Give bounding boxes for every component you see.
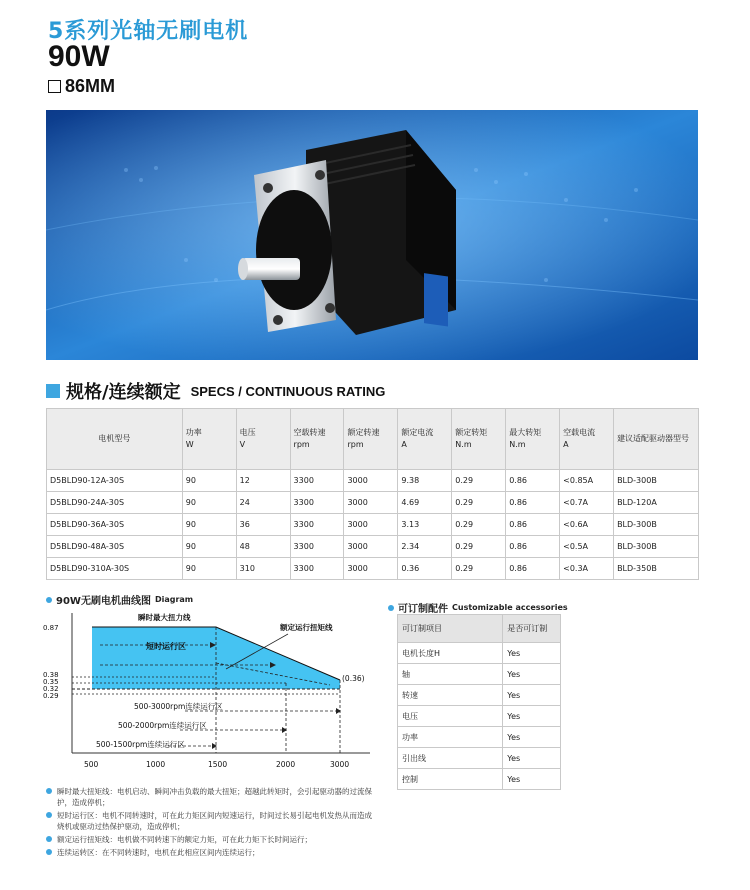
y-tick-label: 0.32 (43, 685, 59, 693)
table-row (47, 470, 699, 492)
table-cell: BLD-300B (614, 470, 699, 492)
table-cell: D5BLD90-12A-30S (47, 470, 183, 492)
table-cell: 3000 (344, 470, 398, 492)
zone-1500-label: 500-1500rpm连续运行区 (96, 740, 185, 749)
specs-title-en: SPECS / CONTINUOUS RATING (190, 383, 386, 399)
table-cell: <0.6A (560, 514, 614, 536)
table-cell: BLD-120A (614, 492, 699, 514)
table-cell: 9.38 (398, 470, 452, 492)
table-cell: Yes (503, 748, 561, 769)
table-cell: Yes (503, 706, 561, 727)
specs-title-cn: 规格/连续额定 (66, 382, 181, 403)
col-header: 额定电流 A (398, 409, 452, 470)
accessories-table (397, 614, 561, 790)
note-item (46, 786, 376, 808)
table-cell: 0.29 (452, 470, 506, 492)
table-row (47, 514, 699, 536)
specs-heading (46, 378, 385, 404)
table-cell: 0.86 (506, 470, 560, 492)
y-tick-label: 0.29 (43, 692, 59, 700)
table-cell: D5BLD90-48A-30S (47, 536, 183, 558)
table-cell: <0.3A (560, 558, 614, 580)
product-series-title: 5系列光轴无刷电机 (48, 19, 249, 44)
bullet-icon (46, 597, 52, 603)
accessories-header-row (398, 615, 561, 643)
table-row (398, 769, 561, 790)
table-row (47, 558, 699, 580)
table-cell: 3000 (344, 492, 398, 514)
table-cell: BLD-350B (614, 558, 699, 580)
table-cell: 90 (182, 514, 236, 536)
col-header: 建议适配驱动器型号 (614, 409, 699, 470)
table-cell: 电机长度H (398, 643, 503, 664)
table-cell: 3300 (290, 558, 344, 580)
table-cell: 0.29 (452, 536, 506, 558)
note-text: 额定运行扭矩线：电机做不同转速下的额定力矩，可在此力矩下长时间运行； (57, 835, 312, 844)
section-marker-icon (46, 384, 60, 398)
brushless-motor-photo (46, 110, 698, 360)
table-cell: 引出线 (398, 748, 503, 769)
diagram-title-cn: 90W无刷电机曲线图 (56, 596, 151, 607)
x-tick-label: 500 (84, 760, 99, 769)
table-cell: 90 (182, 536, 236, 558)
table-cell: 3300 (290, 536, 344, 558)
table-cell: Yes (503, 643, 561, 664)
note-item (46, 834, 376, 845)
table-cell: 3300 (290, 514, 344, 536)
table-cell: 12 (236, 470, 290, 492)
table-cell: 3000 (344, 536, 398, 558)
short-zone-label: 短时运行区 (146, 642, 186, 651)
table-cell: 电压 (398, 706, 503, 727)
table-cell: 90 (182, 492, 236, 514)
table-cell: 0.86 (506, 536, 560, 558)
note-text: 瞬时最大扭矩线：电机启动、瞬间冲击负载的最大扭矩；超越此转矩时，会引起驱动器的过流保护，造成停机； (57, 787, 372, 807)
table-cell: 48 (236, 536, 290, 558)
table-cell: Yes (503, 727, 561, 748)
bullet-icon (46, 849, 52, 855)
end-value-label: (0.36) (342, 674, 365, 683)
y-tick-label: 0.38 (43, 671, 59, 679)
table-cell: Yes (503, 769, 561, 790)
table-row (398, 706, 561, 727)
zone-3000-label: 500-3000rpm连续运行区 (134, 702, 223, 711)
table-row (398, 643, 561, 664)
zone-2000-label: 500-2000rpm连续运行区 (118, 721, 207, 730)
table-cell: 90 (182, 470, 236, 492)
col-header: 最大转矩 N.m (506, 409, 560, 470)
frame-size-label: 86MM (65, 76, 116, 96)
product-banner (46, 110, 698, 360)
table-cell: 0.29 (452, 492, 506, 514)
specs-table (46, 408, 699, 580)
bullet-icon (46, 812, 52, 818)
table-cell: 0.29 (452, 558, 506, 580)
note-text: 短时运行区：电机不同转速时，可在此力矩区间内短速运行，时间过长易引起电机发热从而造成烧机或驱动过热保护驱动，造成停机； (57, 811, 372, 831)
table-cell: 3300 (290, 470, 344, 492)
arrow-head-icon (336, 708, 341, 714)
torque-speed-diagram (40, 605, 380, 780)
accessories-title-cn: 可订制配件 (398, 604, 448, 615)
specs-header-row (47, 409, 699, 470)
table-cell: D5BLD90-310A-30S (47, 558, 183, 580)
col-header: 可订制项目 (398, 615, 503, 643)
rated-torque-label: 额定运行扭矩线 (280, 623, 333, 632)
col-header: 额定转速 rpm (344, 409, 398, 470)
table-cell: <0.85A (560, 470, 614, 492)
arrow-head-icon (282, 727, 287, 733)
table-cell: 0.86 (506, 558, 560, 580)
col-header: 空载电流 A (560, 409, 614, 470)
table-cell: 0.29 (452, 514, 506, 536)
table-cell: 功率 (398, 727, 503, 748)
accessories-title-en: Customizable accessories (452, 603, 568, 612)
table-cell: BLD-300B (614, 536, 699, 558)
table-cell: 轴 (398, 664, 503, 685)
square-icon (48, 80, 61, 93)
col-header: 空载转速 rpm (290, 409, 344, 470)
table-row (47, 536, 699, 558)
bullet-icon (46, 836, 52, 842)
table-cell: <0.5A (560, 536, 614, 558)
table-row (398, 664, 561, 685)
table-cell: 3000 (344, 514, 398, 536)
col-header: 功率 W (182, 409, 236, 470)
table-cell: 转速 (398, 685, 503, 706)
note-item (46, 847, 376, 858)
x-tick-label: 1000 (146, 760, 166, 769)
x-tick-label: 2000 (276, 760, 296, 769)
table-row (398, 748, 561, 769)
col-header: 是否可订制 (503, 615, 561, 643)
table-cell: 24 (236, 492, 290, 514)
table-cell: 0.86 (506, 514, 560, 536)
table-cell: 90 (182, 558, 236, 580)
table-cell: Yes (503, 664, 561, 685)
table-cell: 3.13 (398, 514, 452, 536)
table-cell: D5BLD90-36A-30S (47, 514, 183, 536)
table-row (398, 727, 561, 748)
diagram-title-en: Diagram (154, 595, 194, 604)
frame-size (48, 76, 115, 97)
product-power: 90W (48, 40, 110, 73)
table-cell: 控制 (398, 769, 503, 790)
table-cell: 36 (236, 514, 290, 536)
max-torque-label: 瞬时最大扭力线 (138, 613, 191, 622)
table-cell: D5BLD90-24A-30S (47, 492, 183, 514)
table-cell: 0.86 (506, 492, 560, 514)
table-cell: 2.34 (398, 536, 452, 558)
table-cell: BLD-300B (614, 514, 699, 536)
table-row (47, 492, 699, 514)
table-cell: <0.7A (560, 492, 614, 514)
col-header: 额定转矩 N.m (452, 409, 506, 470)
bullet-icon (46, 788, 52, 794)
table-cell: 3300 (290, 492, 344, 514)
table-cell: 310 (236, 558, 290, 580)
col-header: 电机型号 (47, 409, 183, 470)
diagram-notes (46, 786, 376, 860)
y-tick-label: 0.35 (43, 678, 59, 686)
table-row (398, 685, 561, 706)
y-tick-label: 0.87 (43, 624, 59, 632)
bullet-icon (388, 605, 394, 611)
table-cell: Yes (503, 685, 561, 706)
col-header: 电压 V (236, 409, 290, 470)
x-tick-label: 3000 (330, 760, 350, 769)
note-text: 连续运转区：在不同转速时，电机在此相应区间内连续运行； (57, 848, 260, 857)
accessories-heading (388, 600, 568, 615)
note-item (46, 810, 376, 832)
x-tick-label: 1500 (208, 760, 228, 769)
table-cell: 4.69 (398, 492, 452, 514)
table-cell: 3000 (344, 558, 398, 580)
table-cell: 0.36 (398, 558, 452, 580)
